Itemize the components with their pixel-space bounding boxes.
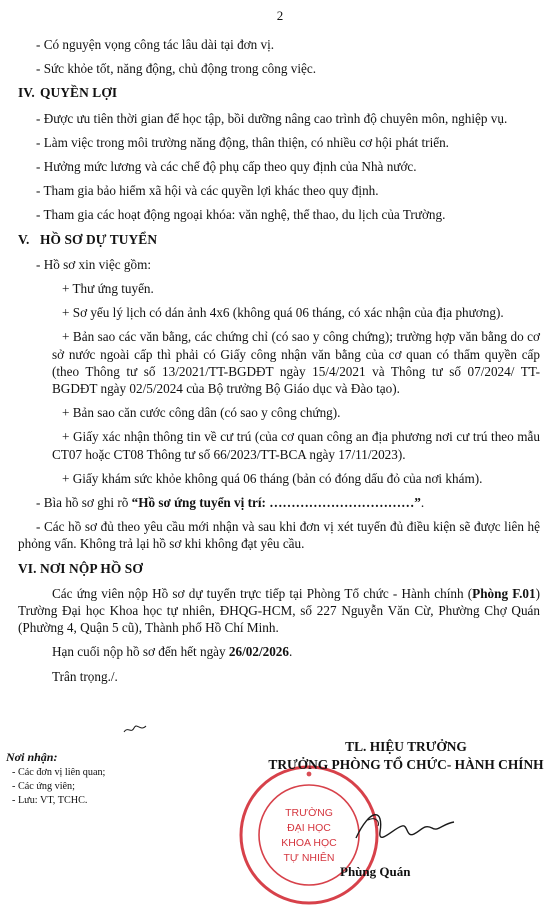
document-item: + Bản sao các văn bằng, các chứng chỉ (có sao y công chứng); trường hợp văn bằng do cơ sở nước ngoài cấp thì phải có Giấy công nhận văn bằng của cơ quan có thẩm quyền cấp (theo Thông tư số 13/2021/TT-BGDĐT ngày 15/4/2021 và Thông tư số 07/2024/ TT-BGDĐT ngày 02/5/2024 của Bộ trưởng Bộ Giáo dục và Đào tạo). [52,329,540,397]
page-number: 2 [276,8,284,23]
section-heading-application: V. HỒ SƠ DỰ TUYỂN [18,231,158,247]
requirement-item: - Sức khỏe tốt, năng động, chủ động trong công việc. [36,61,317,77]
section-heading-benefits: IV. QUYỀN LỢI [18,85,118,101]
recipients-block [6,750,206,808]
document-footer [0,738,560,892]
closing-remark: Trân trọng./. [52,668,118,684]
recipient-item: - Các ứng viên; [12,781,75,792]
cover-instruction: - Bìa hồ sơ ghi rõ “Hồ sơ ứng tuyển vị trí: ……………………………”. [36,495,425,511]
signature-title-2: TRƯỞNG PHÒNG TỔ CHỨC- HÀNH CHÍNH [268,757,544,772]
document-body [18,36,540,692]
recipient-item: - Lưu: VT, TCHC. [12,795,88,806]
requirement-item: - Có nguyện vọng công tác lâu dài tại đơn vị. [36,37,275,52]
document-item: + Giấy khám sức khỏe không quá 06 tháng (bản có đóng dấu đỏ của nơi khám). [62,470,483,486]
benefit-item: - Được ưu tiên thời gian để học tập, bồi dưỡng nâng cao trình độ chuyên môn, nghiệp vụ. [36,110,508,126]
handwritten-signature [350,798,470,858]
document-item: + Giấy xác nhận thông tin về cư trú (của cơ quan công an địa phương nơi cư trú theo mẫu CT07 hoặc CT08 Thông tư số 66/2023/TT-BCA ngày 17/11/2023). [52,429,541,462]
benefit-item: - Làm việc trong môi trường năng động, thân thiện, có nhiều cơ hội phát triển. [36,134,449,150]
signature-block [256,738,556,774]
document-item: + Thư ứng tuyển. [62,281,154,297]
submission-location: Các ứng viên nộp Hồ sơ dự tuyển trực tiếp tại Phòng Tổ chức - Hành chính (Phòng F.01) Trường Đại học Khoa học tự nhiên, ĐHQG-HCM, số 227 Nguyễn Văn Cừ, Phường Chợ Quán (Phường 4, Quận 5 cũ), Thành phố Hồ Chí Minh. [18,585,540,636]
recipients-title: Nơi nhận: [6,750,58,764]
submission-deadline: Hạn cuối nộp hồ sơ đến hết ngày 26/02/2026. [52,644,293,660]
benefit-item: - Tham gia bảo hiểm xã hội và các quyền lợi khác theo quy định. [36,183,379,199]
section-heading-submission: VI. NƠI NỘP HỒ SƠ [18,560,143,576]
stamp-line: TRƯỜNG [285,807,333,819]
benefit-item: - Hưởng mức lương và các chế độ phụ cấp theo quy định của Nhà nước. [36,159,417,175]
application-intro: - Hồ sơ xin việc gồm: [36,256,152,272]
document-item: + Sơ yếu lý lịch có dán ảnh 4x6 (không quá 06 tháng, có xác nhận của địa phương). [62,305,504,321]
recipient-item: - Các đơn vị liên quan; [12,767,106,778]
benefit-item: - Tham gia các hoạt động ngoại khóa: văn nghệ, thể thao, du lịch của Trường. [36,207,446,223]
initials-mark [122,722,148,736]
stamp-line: ĐẠI HỌC [287,822,331,834]
document-item: + Bản sao căn cước công dân (có sao y công chứng). [62,405,341,421]
signer-name: Phùng Quán [340,864,411,879]
signature-title-1: TL. HIỆU TRƯỞNG [345,739,467,754]
stamp-line: TỰ NHIÊN [283,852,335,864]
stamp-line: KHOA HỌC [281,837,337,849]
application-note: - Các hồ sơ đủ theo yêu cầu mới nhận và sau khi đơn vị xét tuyển đủ điều kiện sẽ được liên hệ phỏng vấn. Không trả lại hồ sơ khi không đạt yêu cầu. [18,519,540,552]
